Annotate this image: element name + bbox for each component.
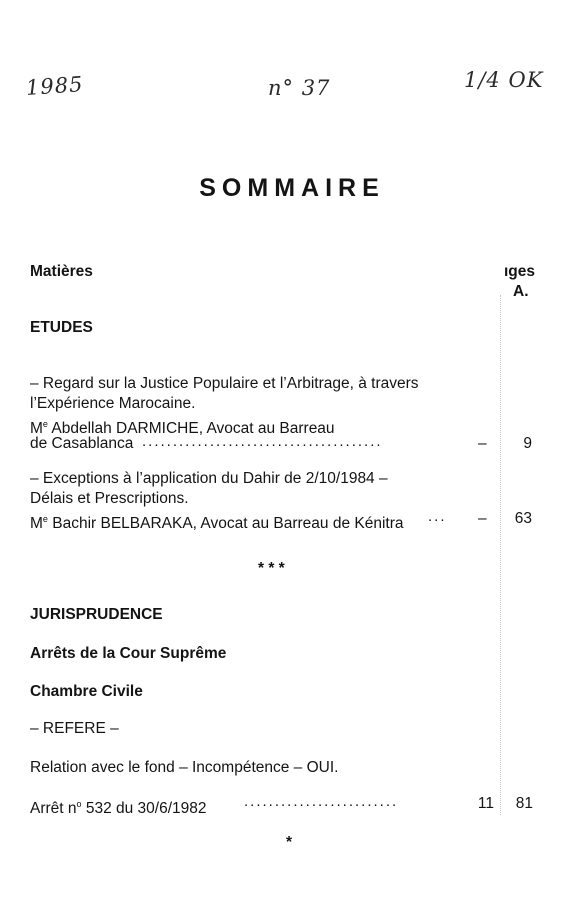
subheading-cour-supreme: Arrêts de la Cour Suprême [30,645,227,662]
refere-label: – REFERE – [30,720,119,737]
entry2-dash: – [478,510,487,527]
entry1-line4: de Casablanca [30,435,134,452]
header-matieres: Matières [30,263,93,280]
page-title: SOMMAIRE [199,174,385,202]
entry2-leader: ... [428,508,447,525]
entry2-page: 63 [514,510,532,527]
handwritten-number: n° 37 [268,76,331,100]
handwritten-year: 1985 [25,72,85,100]
entry1-line2: l’Expérience Marocaine. [30,395,196,412]
section-jurisprudence: JURISPRUDENCE [30,606,163,623]
subheading-chambre-civile: Chambre Civile [30,683,143,700]
relation-line: Relation avec le fond – Incompétence – OUI. [30,759,339,776]
entry1-leader: ....................................... [142,433,383,450]
header-column-a: A. [513,283,529,300]
entry2-line2: Délais et Prescriptions. [30,490,189,507]
header-pages: ıges [504,263,536,280]
entry2-line1: – Exceptions à l’application du Dahir de 2/10/1984 – [30,470,388,487]
entry1-line1: – Regard sur la Justice Populaire et l’Arbitrage, à travers [30,375,419,392]
arret-page-left: 11 [477,795,494,812]
entry1-author: Me Abdellah DARMICHE, Avocat au Barreau [30,419,335,438]
page-column-divider [500,295,501,815]
entry1-dash: – [478,435,487,452]
arret-page-right: 81 [515,795,533,812]
entry2-author: Me Bachir BELBARAKA, Avocat au Barreau de Kénitra [30,514,404,533]
entry1-page: 9 [523,435,532,452]
arret-leader: ......................... [244,793,399,810]
section-etudes: ETUDES [30,319,93,336]
final-star: * [286,834,293,851]
handwritten-mark: 1/4 OK [464,68,544,92]
arret-line: Arrêt $n^o$ 532 du 30/6/1982 [30,799,207,818]
section-separator: * * * [258,560,285,577]
